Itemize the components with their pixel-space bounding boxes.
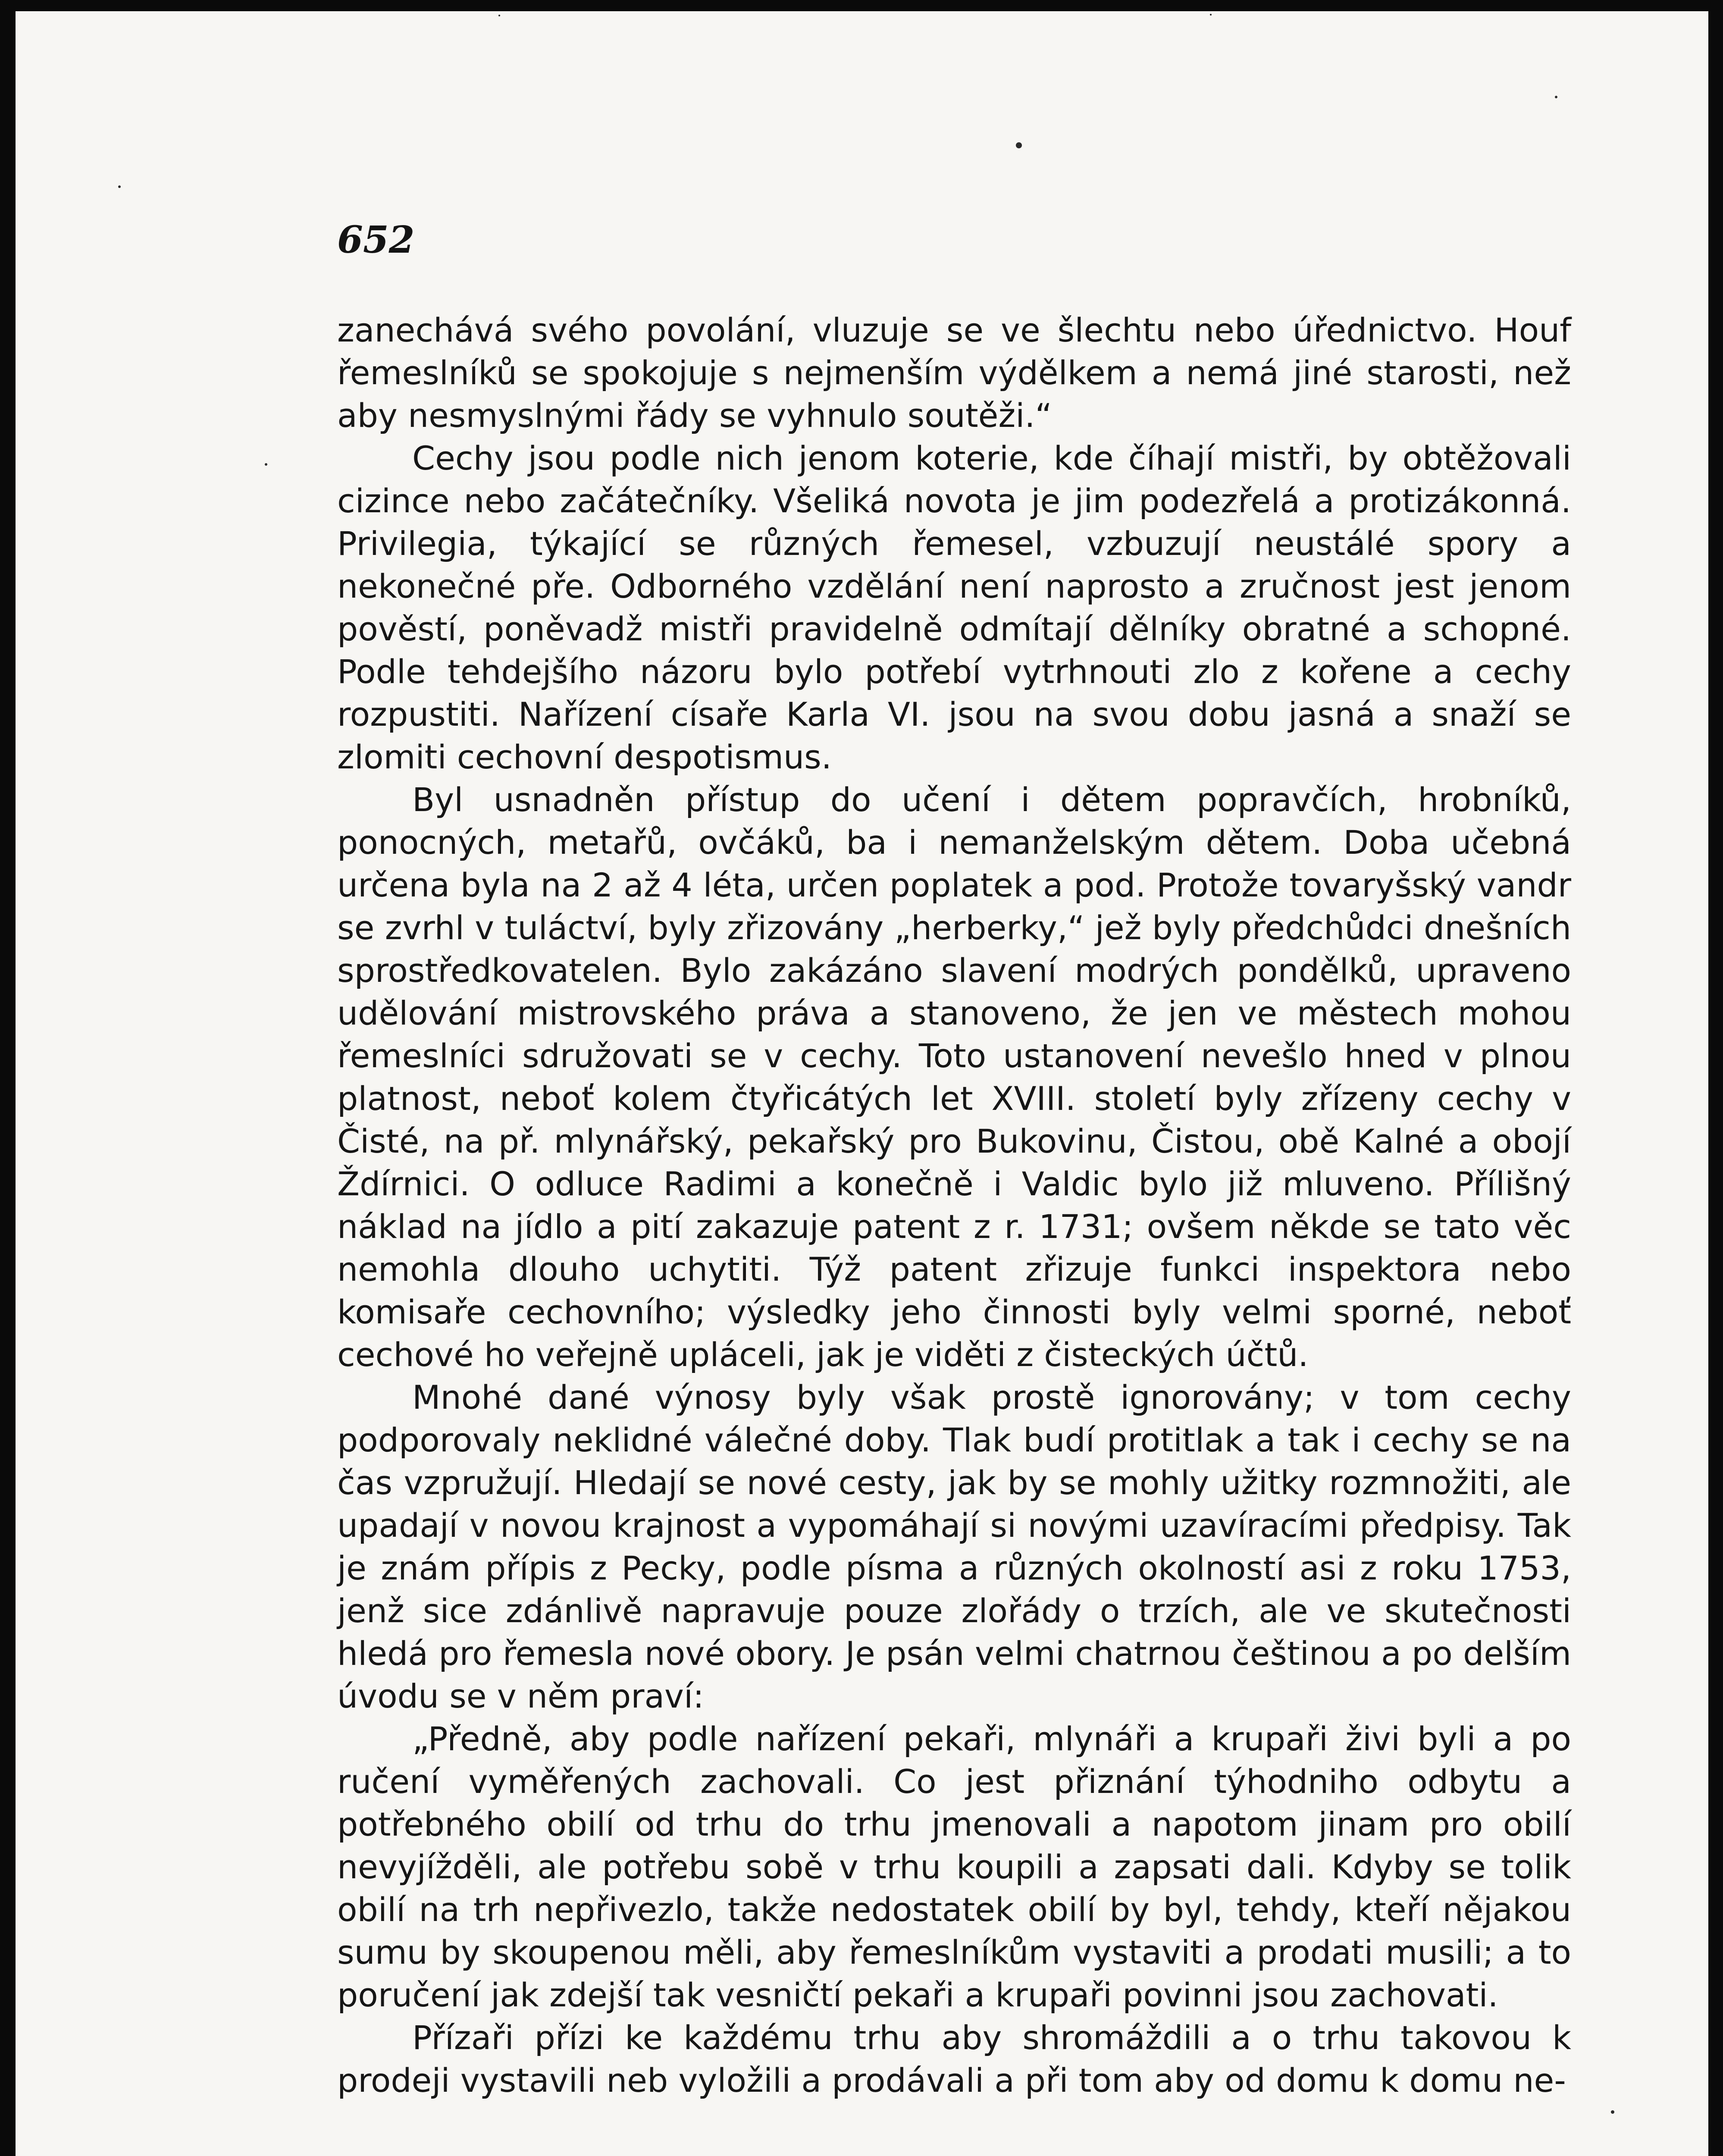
ink-speck	[1210, 14, 1212, 16]
ink-speck	[1555, 96, 1557, 98]
page-number: 652	[337, 218, 415, 262]
paragraph: Mnohé dané výnosy byly však prostě ignorovány; v tom cechy podporovaly neklidné válečné doby. Tlak budí protitlak a tak i cechy se na čas vzpružují. Hledají se nové cesty, jak by se mohly užitky rozmnožiti, ale upadají v novou krajnost a vypomáhají si novými uzavíracími předpisy. Tak je znám přípis z Pecky, podle písma a různých okolností asi z roku 1753, jenž sice zdánlivě napravuje pouze zlořády o trzích, ale ve skutečnosti hledá pro řemesla nové obory. Je psán velmi chatrnou češtinou a po delším úvodu se v něm praví:	[337, 1378, 1571, 1715]
ink-speck	[1611, 2110, 1614, 2114]
ink-speck	[1016, 142, 1022, 148]
paragraph: zanechává svého povolání, vluzuje se ve šlechtu nebo úřednictvo. Houf řemeslníků se spokojuje s nejmenším výdělkem a nemá jiné starosti, než aby nesmyslnými řády se vyhnulo soutěži.“	[337, 311, 1571, 435]
paragraph: Cechy jsou podle nich jenom koterie, kde číhají mistři, by obtěžovali cizince nebo začátečníky. Všeliká novota je jim podezřelá a protizákonná. Privilegia, týkající se různých řemesel, vzbuzují neustálé spory a nekonečné pře. Odborného vzdělání není naprosto a zručnost jest jenom pověstí, poněvadž mistři pravidelně odmítají dělníky obratné a schopné. Podle tehdejšího názoru bylo potřebí vytrhnouti zlo z kořene a cechy rozpustiti. Nařízení císaře Karla VI. jsou na svou dobu jasná a snaží se zlomiti cechovní despotismus.	[337, 439, 1571, 776]
paragraph: Přízaři přízi ke každému trhu aby shromáždili a o trhu takovou k prodeji vystavili neb vyložili a prodávali a při tom aby od domu k domu ne-	[337, 2018, 1571, 2100]
ink-speck	[118, 185, 121, 188]
quoted-decree: „Předně, aby podle nařízení pekaři, mlynáři a krupaři živi byli a po ručení vyměřených zachovali. Co jest přiznání týhodniho odbytu a potřebného obilí od trhu do trhu jmenovali a napotom jinam pro obilí nevyjížděli, ale potřebu sobě v trhu koupili a zapsati dali. Kdyby se tolik obilí na trh nepřivezlo, takže nedostatek obilí by byl, tehdy, kteří nějakou sumu by skoupenou měli, aby řemeslníkům vystaviti a prodati musili; a to poručení jak zdejší tak vesničtí pekaři a krupaři povinni jsou zachovati.	[337, 1720, 1571, 2014]
book-page	[16, 11, 1708, 2156]
ink-speck	[265, 463, 267, 466]
ink-speck	[498, 15, 500, 16]
paragraph: Byl usnadněn přístup do učení i dětem popravčích, hrobníků, ponocných, metařů, ovčáků, ba i nemanželským dětem. Doba učebná určena byla na 2 až 4 léta, určen poplatek a pod. Protože tovaryšský vandr se zvrhl v tuláctví, byly zřizovány „herberky,“ jež byly předchůdci dnešních sprostředkovatelen. Bylo zakázáno slavení modrých pondělků, upraveno udělování mistrovského práva a stanoveno, že jen ve městech mohou řemeslníci sdružovati se v cechy. Toto ustanovení nevešlo hned v plnou platnost, neboť kolem čtyřicátých let XVIII. století byly zřízeny cechy v Čisté, na př. mlynářský, pekařský pro Bukovinu, Čistou, obě Kalné a obojí Ždírnici. O odluce Radimi a konečně i Valdic bylo již mluveno. Přílišný náklad na jídlo a pití zakazuje patent z r. 1731; ovšem někde se tato věc nemohla dlouho uchytiti. Týž patent zřizuje funkci inspektora nebo komisaře cechovního; výsledky jeho činnosti byly velmi sporné, neboť cechové ho veřejně upláceli, jak je viděti z čisteckých účtů.	[337, 780, 1571, 1374]
body-text	[337, 309, 1571, 2102]
